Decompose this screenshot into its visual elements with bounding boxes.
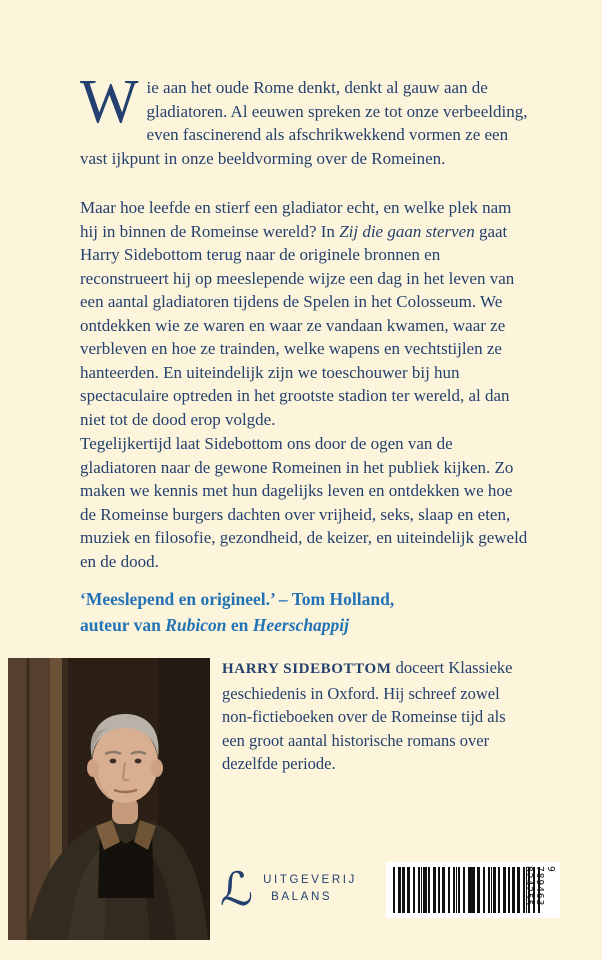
intro-text: ie aan het oude Rome denkt, denkt al gauw aan de gladiatoren. Al eeuwen spreken ze tot onze verbeelding, even fascinerend als afschrikwekkend vormen ze een vast ijkpunt in onze beeldvorming over de Romeinen.: [80, 78, 528, 168]
publisher-logo: [220, 862, 357, 916]
quote-title-heerschappij: Heerschappij: [252, 615, 350, 635]
quote-line2-mid: en: [226, 615, 253, 635]
synopsis-post: gaat Harry Sidebottom terug naar de originele bronnen en reconstrueert hij op meeslepende wijze een dag in het leven van een aantal gladiatoren tijdens de Spelen in het Colosseum. We ontdekken wie ze waren en waar ze vandaan kwamen, waar ze verbleven en hoe ze trainden, welke wapens en vechtstijlen ze hanteerden. En uiteindelijk zijn we toeschouwer bij hun spectaculaire optreden in het grootste stadion ter wereld, al dan niet tot de dood erop volgde.: [80, 221, 515, 429]
quote-line1: ‘Meeslepend en origineel.’ – Tom Holland,: [80, 589, 395, 609]
review-quote: [80, 586, 540, 638]
barcode-number: 9 789463 824255: [523, 866, 556, 907]
quote-line2: [80, 612, 540, 638]
publisher-logo-icon: ℒ: [220, 862, 254, 916]
publisher-name: [263, 872, 357, 906]
barcode: [386, 862, 560, 918]
themes-paragraph: [80, 432, 528, 573]
author-bio-text: doceert Klassieke geschiedenis in Oxford. Hij schreef zowel non-fictieboeken over de Romeinse tijd als een groot aantal historische romans over dezelfde periode.: [222, 658, 513, 773]
book-title-italic: Zij die gaan sterven: [339, 221, 475, 241]
quote-line2-pre: auteur van: [80, 615, 166, 635]
publisher-line2: BALANS: [271, 891, 333, 903]
drop-cap: W: [80, 68, 139, 136]
barcode-bars-icon: [393, 867, 540, 913]
author-photo: [8, 658, 210, 940]
themes-text: Tegelijkertijd laat Sidebottom ons door de ogen van de gladiatoren naar de gewone Romeinen in het publiek kijken. Zo maken we kennis met hun dagelijks leven en ontdekken we hoe de Romeinse burgers dachten over vrijheid, seks, slaap en eten, muziek en filosofie, gezondheid, de keizer, en uiteindelijk geweld en de dood.: [80, 434, 528, 571]
author-photo-image: [8, 658, 210, 940]
publisher-line1: UITGEVERIJ: [263, 874, 357, 886]
author-name: HARRY SIDEBOTTOM: [222, 661, 392, 677]
intro-paragraph: [80, 68, 528, 170]
synopsis-pre: Maar hoe leefde en stierf een gladiator echt, en welke plek nam hij in binnen de Romeinse wereld? In: [80, 198, 512, 241]
synopsis-paragraph: [80, 196, 528, 431]
author-bio: [222, 656, 524, 776]
quote-title-rubicon: Rubicon: [165, 615, 227, 635]
